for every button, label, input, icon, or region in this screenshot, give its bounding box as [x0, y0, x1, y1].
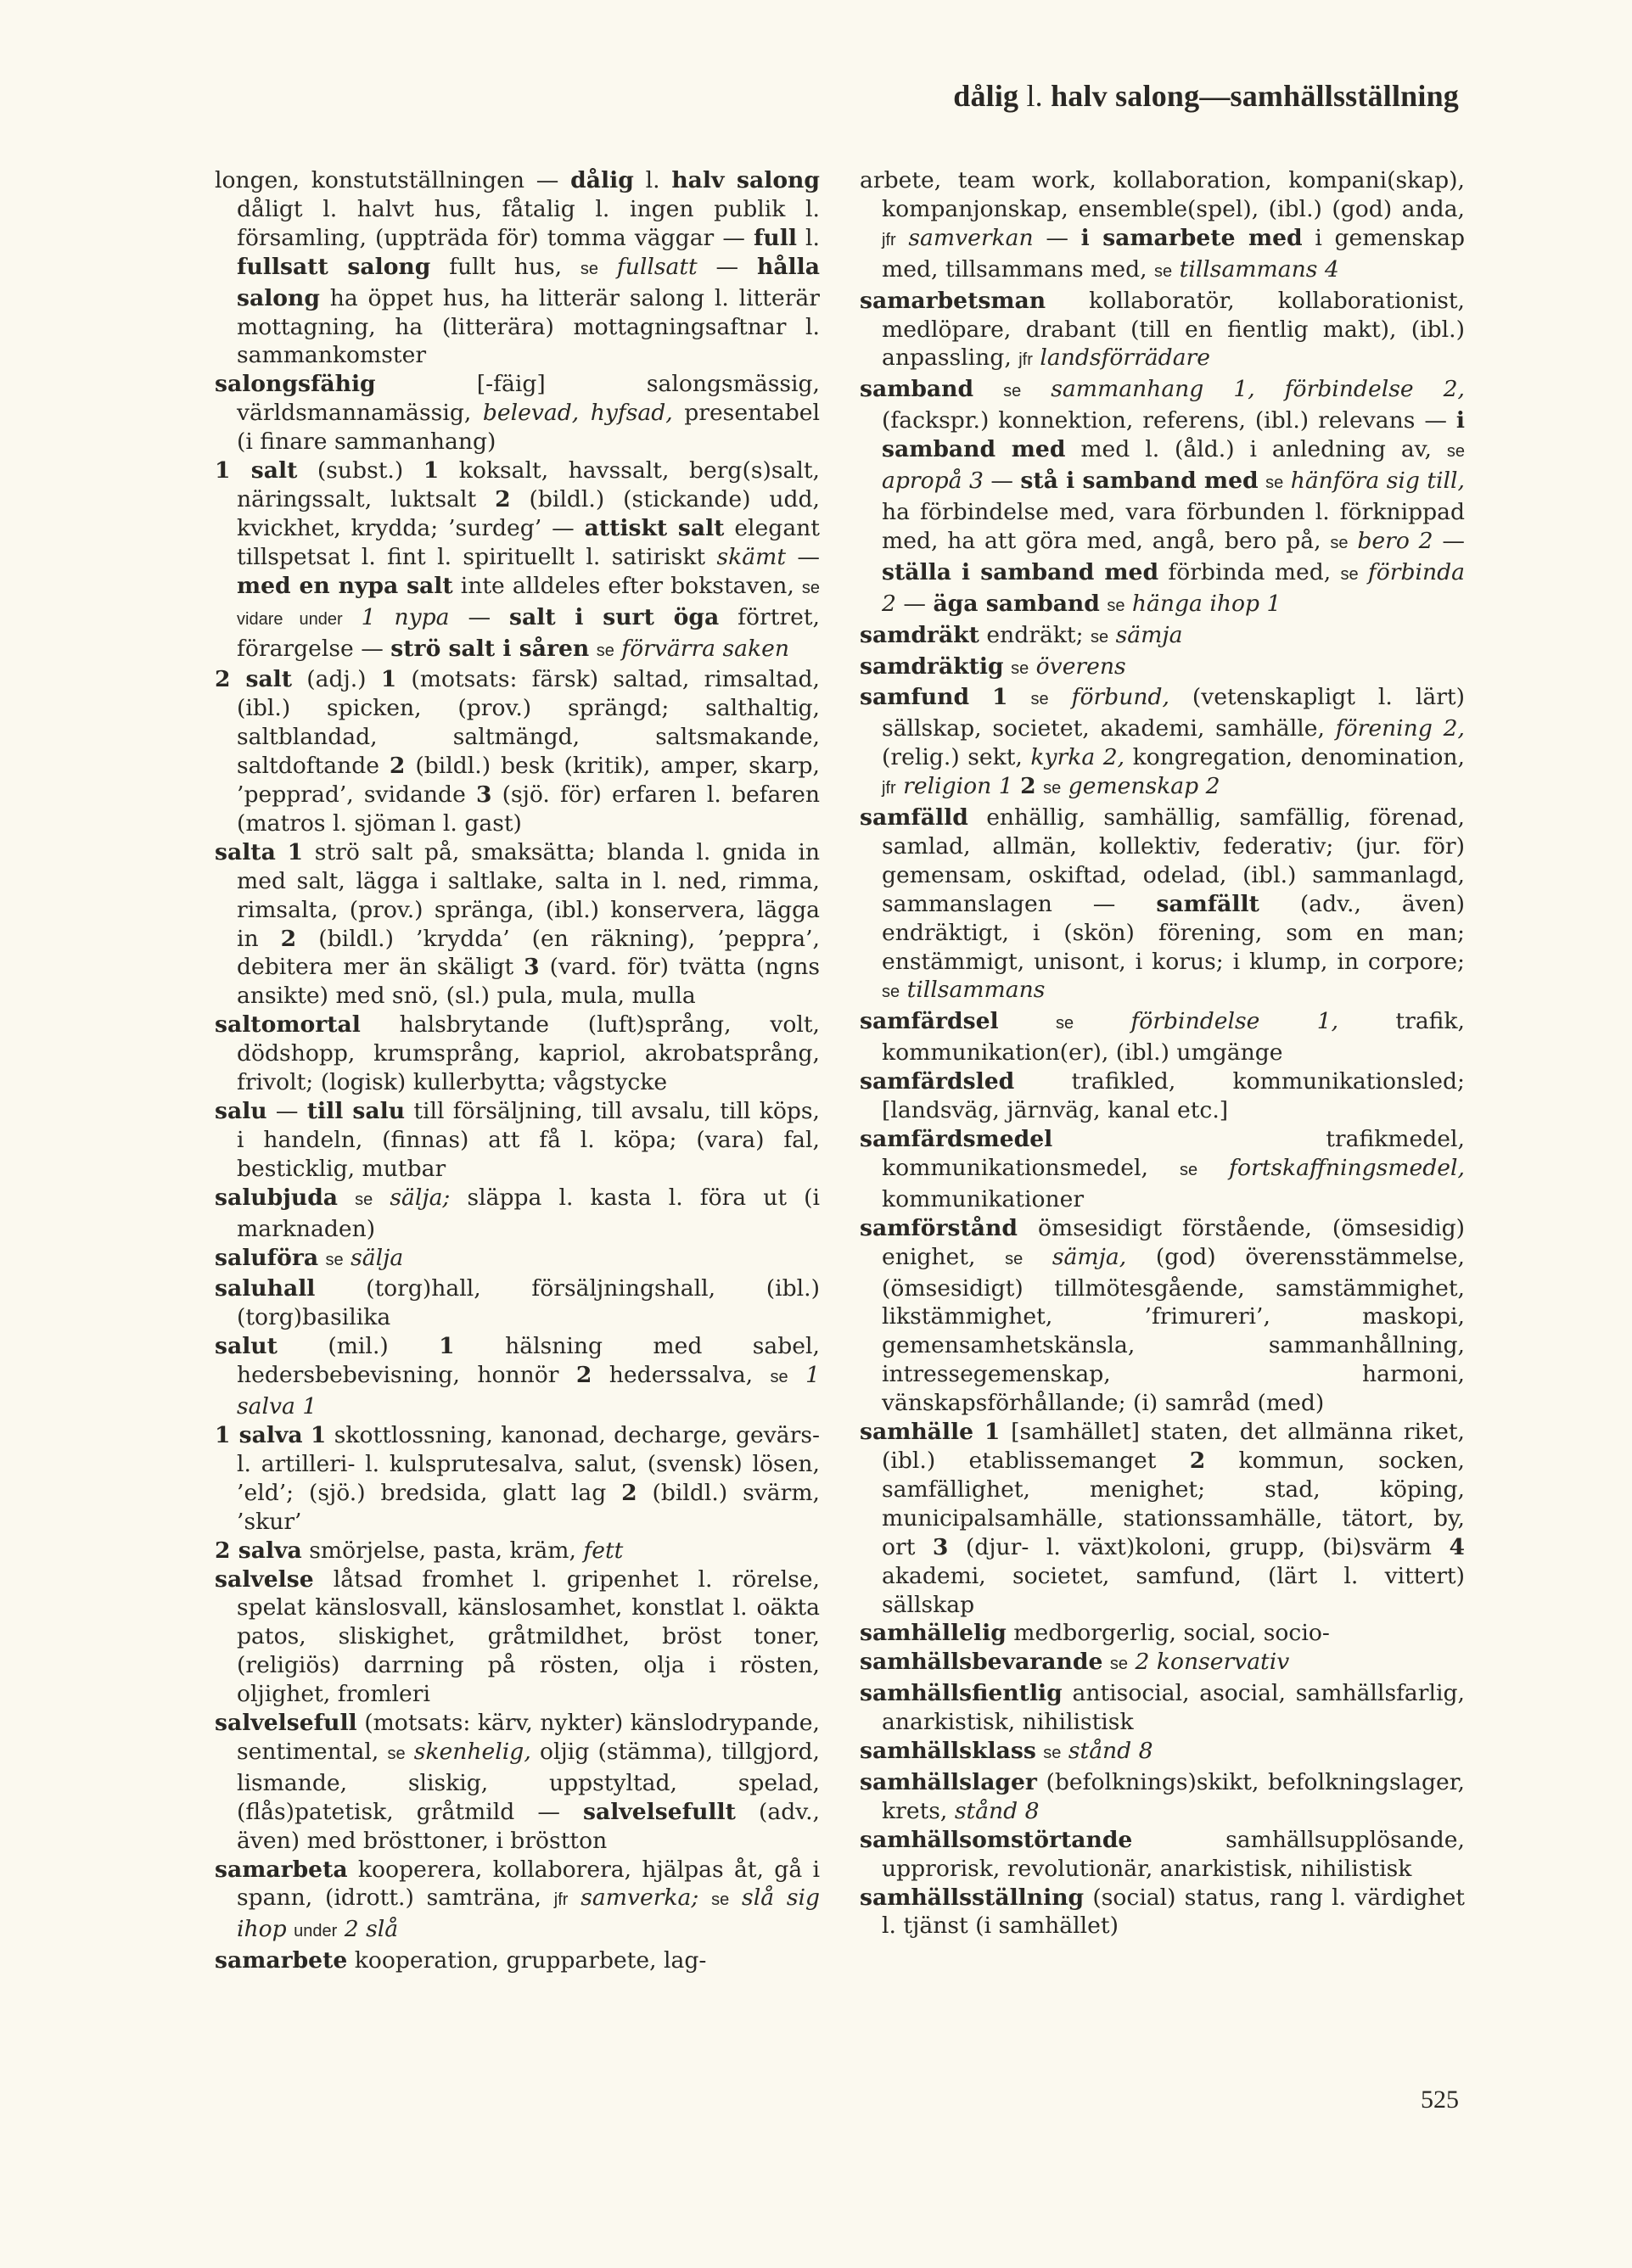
entry-text: förtret, förargelse —	[237, 603, 820, 662]
entry-reference-marker: se	[1340, 564, 1359, 584]
entry-cross-reference: stånd 8	[1068, 1738, 1153, 1765]
entry-reference-marker: jfr	[1018, 350, 1033, 370]
entry-headword: samarbeta	[215, 1856, 348, 1883]
entry-headword: samdräktig	[860, 652, 1004, 680]
entry-text	[1124, 591, 1131, 617]
entry-bold-term: 1	[439, 1333, 455, 1360]
entry-text: medborgerlig, social, socio-	[1006, 1620, 1330, 1647]
entry-bold-term: 3	[475, 781, 492, 809]
entry-text: —	[895, 590, 934, 617]
entry-headword: samfärdsel	[860, 1008, 999, 1035]
entry-headword: samfärdsled	[860, 1068, 1015, 1095]
entry-text: förbinda med,	[1158, 558, 1341, 585]
entry-headword: samarbetsman	[860, 287, 1046, 314]
entry-text: (social) status, rang l. värdighet l. tjänst (i samhället)	[882, 1884, 1465, 1940]
entry-bold-term: 3	[524, 954, 540, 981]
entry-bold-term: i samband med	[882, 407, 1465, 463]
dictionary-entry	[215, 838, 820, 1011]
entry-text: trafikmedel, kommunikationsmedel,	[882, 1126, 1465, 1181]
entry-text: kongregation, denomination,	[1124, 744, 1465, 771]
entry-headword: samförstånd	[860, 1214, 1018, 1241]
entry-text: strö salt på, smaksätta; blanda l. gnida in med salt, lägga i saltlake, salta in l. ned, rimma, rimsalta, (prov.) spränga, (ibl.) konservera, lägga in	[237, 838, 820, 952]
entry-text: (relig.) sekt,	[882, 744, 1031, 771]
entry-reference-marker: se	[1154, 261, 1173, 281]
entry-text	[344, 1245, 351, 1271]
entry-text	[973, 376, 1003, 402]
entry-bold-term: till salu	[306, 1098, 406, 1124]
entry-text	[1349, 528, 1358, 554]
entry-reference-marker: se	[1043, 1744, 1062, 1763]
entry-headword: salta	[215, 838, 276, 865]
entry-text: (bildl.) svärm, ’skur’	[237, 1479, 820, 1535]
entry-reference-marker: se	[1107, 596, 1125, 615]
entry-bold-term: äga samband	[933, 590, 1100, 617]
entry-text: (djur- l. växt)koloni, grupp, (bi)svärm	[948, 1533, 1450, 1560]
entry-text: (vard. för) tvätta (ngns ansikte) med snö, (sl.) pula, mula, mulla	[237, 954, 820, 1010]
entry-reference-marker: se	[711, 1890, 730, 1910]
entry-bold-term: 4	[1449, 1533, 1465, 1560]
dictionary-entry	[215, 1537, 820, 1565]
entry-cross-reference: landsförrädare	[1040, 344, 1210, 372]
entry-headword: samfälld	[860, 804, 968, 832]
entry-text: (bildl.) besk (kritik), amper, skarp, ’pepprad’, svidande	[237, 753, 820, 809]
entry-text: —	[449, 603, 510, 630]
entry-bold-term: salvelsefullt	[582, 1798, 736, 1825]
dictionary-entry	[215, 370, 820, 456]
entry-text	[1036, 773, 1043, 799]
entry-text: —	[1033, 224, 1081, 251]
entry-text	[1036, 1738, 1043, 1764]
entry-text	[1108, 622, 1115, 648]
entry-cross-reference: hänföra sig till,	[1290, 468, 1465, 495]
entry-cross-reference: tillsammans	[906, 977, 1046, 1004]
entry-text: arbete, team work, kollaboration, kompani(skap), kompanjonskap, ensemble(spel), (ibl.) (god) anda,	[860, 167, 1465, 222]
entry-text	[303, 1422, 311, 1448]
entry-text: (bildl.) (stickande) udd, kvickhet, krydda; ’surdeg’ —	[237, 485, 820, 541]
entry-cross-reference: förening 2,	[1335, 715, 1465, 742]
entry-reference-marker: se	[1011, 658, 1029, 678]
entry-text	[568, 1884, 580, 1911]
entry-bold-term: dålig	[570, 167, 634, 193]
entry-text: enhällig, samhällig, samfällig, förenad, samlad, allmän, kollektiv, federativ; (jur. för) gemensam, oskiftad, odelad, (ibl.) sammanlagd, sammanslagen —	[882, 804, 1465, 917]
entry-text	[276, 839, 288, 865]
entry-text	[1029, 653, 1035, 680]
page-number: 525	[1421, 2086, 1459, 2114]
entry-text	[318, 1245, 325, 1271]
entry-reference-marker: se	[580, 259, 599, 278]
entry-bold-term: 2	[389, 753, 406, 780]
entry-headword: salu	[215, 1098, 267, 1124]
dictionary-entry	[860, 1418, 1465, 1619]
entry-text	[896, 773, 903, 799]
entry-bold-term: 1	[287, 838, 304, 865]
entry-cross-reference: sälja	[351, 1244, 404, 1271]
entry-bold-term: 2	[1189, 1447, 1206, 1474]
entry-text: antisocial, asocial, samhällsfarlig, anarkistisk, nihilistisk	[882, 1680, 1465, 1736]
entry-text: (adv., även) med brösttoner, i bröstton	[237, 1798, 821, 1854]
entry-reference-marker: se	[882, 983, 900, 1002]
entry-text: (bildl.) ’krydda’ (en räkning), ’peppra’, debitera mer än skäligt	[237, 925, 821, 981]
entry-reference-marker: se	[770, 1368, 788, 1387]
entry-cross-reference: stånd 8	[954, 1797, 1040, 1824]
entry-text: smörjelse, pasta, kräm,	[301, 1537, 584, 1564]
entry-reference-marker: se	[1043, 779, 1062, 798]
entry-text: fullt hus,	[430, 253, 580, 280]
entry-text: —	[1433, 527, 1465, 554]
entry-text: kommun, socken, samfällighet, menighet; stad, köping, municipalsamhälle, stationssamhälle, tätort, by, ort	[882, 1447, 1465, 1560]
entry-cross-reference: 1 nypa	[361, 603, 450, 630]
entry-text: hederssalva,	[592, 1362, 771, 1389]
entry-reference-marker: se	[1179, 1160, 1198, 1179]
entry-cross-reference: förbindelse 1,	[1130, 1008, 1339, 1035]
entry-text	[729, 1884, 742, 1911]
entry-bold-term: samfällt	[1156, 890, 1259, 917]
entry-bold-term: 2	[495, 485, 511, 512]
entry-bold-term: 2	[1020, 773, 1036, 800]
entry-cross-reference: sämja	[1115, 621, 1183, 648]
entry-reference-marker: se	[1265, 473, 1284, 493]
entry-text: kollaboratör, kollaborationist, medlöpare, drabant (till en fientlig makt), (ibl.) anpassling,	[882, 287, 1465, 372]
entry-bold-term: 1	[423, 457, 440, 484]
entry-text: (fackspr.) konnektion, referens, (ibl.) relevans —	[882, 407, 1456, 434]
entry-text: l.	[796, 224, 820, 251]
entry-bold-term: 2	[280, 925, 297, 952]
dictionary-entry	[860, 1679, 1465, 1737]
entry-cross-reference: skämt	[716, 543, 787, 570]
entry-headword: samhällslager	[860, 1768, 1037, 1795]
entry-bold-term: attiskt salt	[584, 514, 725, 541]
entry-headword: samhällsklass	[860, 1738, 1036, 1765]
entry-headword: samfund	[860, 684, 970, 711]
entry-text	[973, 1419, 984, 1445]
dictionary-entry	[215, 1565, 820, 1710]
entry-headword: samarbete	[215, 1947, 348, 1974]
entry-reference-marker: se	[1091, 627, 1109, 647]
entry-text: endräkt;	[979, 621, 1091, 648]
dictionary-entry	[215, 1097, 820, 1184]
header-first-word: dålig	[953, 79, 1019, 113]
entry-text: låtsad fromhet l. gripenhet l. rörelse, spelat känslosvall, känslosamhet, konstlat l. oäkta patos, sliskighet, gråtmildhet, bröst toner, (religiös) darrning på rösten, olja i rösten, oljighet, fromleri	[237, 1565, 820, 1708]
entry-cross-reference: kyrka 2,	[1030, 744, 1125, 771]
entry-reference-marker: se	[1003, 382, 1022, 401]
entry-cross-reference: gemenskap 2	[1068, 773, 1220, 800]
entry-text: —	[983, 468, 1021, 495]
entry-text: koksalt, havssalt, berg(s)salt, näringssalt, luktsalt	[237, 457, 820, 512]
dictionary-entry	[860, 1737, 1465, 1768]
entry-text: —	[266, 1098, 307, 1124]
entry-text: (sjö. för) erfaren l. befaren (matros l. sjöman l. gast)	[237, 781, 820, 837]
entry-text	[406, 1739, 414, 1765]
entry-headword: saltomortal	[215, 1011, 361, 1039]
entry-text: (befolknings)skikt, befolkningslager, krets,	[882, 1768, 1465, 1824]
entry-text	[698, 1884, 711, 1911]
dictionary-entry	[215, 456, 820, 665]
entry-reference-marker: se	[325, 1250, 344, 1269]
entry-bold-term: 1	[380, 666, 397, 693]
entry-cross-reference: slå sig ihop	[237, 1884, 820, 1943]
entry-text	[1172, 256, 1179, 283]
entry-text: (vetenskapligt l. lärt) sällskap, societet, akademi, samhälle,	[882, 684, 1465, 742]
entry-bold-term: med en nypa salt	[237, 572, 453, 599]
entry-text	[788, 1362, 805, 1388]
entry-reference-marker: se	[387, 1744, 406, 1763]
entry-cross-reference: hänga ihop 1	[1131, 590, 1281, 617]
entry-text: (adj.)	[292, 666, 381, 693]
entry-reference-marker: se	[1330, 533, 1349, 552]
entry-text	[1259, 468, 1265, 494]
dictionary-entry	[860, 621, 1465, 652]
dictionary-entry	[860, 1884, 1465, 1941]
entry-bold-term: 2	[575, 1362, 592, 1389]
entry-bold-term: 1	[992, 684, 1008, 711]
entry-cross-reference: skenhelig,	[413, 1738, 531, 1765]
entry-text	[287, 1916, 294, 1942]
entry-text	[1283, 468, 1290, 494]
entry-headword: samhällsomstörtande	[860, 1826, 1133, 1853]
entry-text: till försäljning, till avsalu, till köps, i handeln, (finnas) att få l. köpa; (vara) fal, besticklig, mutbar	[237, 1098, 820, 1182]
entry-text: ha öppet hus, ha litterär salong l. litterär mottagning, ha (litterära) mottagningsaftnar l. sammankomster	[237, 284, 820, 369]
entry-text: (motsats: färsk) saltad, rimsaltad, (ibl.) spicken, (prov.) sprängd; salthaltig, saltblandad, saltmängd, saltsmakande, saltdoftande	[237, 666, 820, 780]
dictionary-entry	[860, 1007, 1465, 1067]
entry-text	[1061, 773, 1068, 799]
entry-bold-term: salt i surt öga	[509, 603, 720, 630]
dictionary-entry	[215, 1184, 820, 1244]
entry-text: trafikled, kommunikationsled; [landsväg, järnväg, kanal etc.]	[882, 1068, 1465, 1124]
entry-reference-marker: se	[1109, 1655, 1128, 1674]
entry-text	[1102, 1649, 1109, 1675]
entry-cross-reference: belevad, hyfsad,	[482, 400, 673, 427]
entry-text: longen, konstutställningen —	[215, 167, 571, 193]
entry-headword: salongsfähig	[215, 371, 376, 398]
entry-headword: samhällsställning	[860, 1884, 1085, 1911]
entry-headword: samhällelig	[860, 1620, 1007, 1647]
entry-text: —	[786, 543, 820, 570]
entry-text	[589, 636, 596, 662]
entry-cross-reference: sämja,	[1052, 1243, 1127, 1270]
header-range: halv salong—samhällsställning	[1051, 79, 1459, 113]
header-abbr: l.	[1026, 79, 1043, 113]
dictionary-entry	[215, 1332, 820, 1421]
dictionary-entry	[215, 1946, 820, 1975]
entry-text: (motsats: kärv, nykter) känslodrypande, sentimental,	[237, 1710, 820, 1765]
entry-text	[343, 604, 362, 630]
entry-reference-marker: se	[1446, 442, 1466, 462]
entry-cross-reference: fett	[583, 1537, 624, 1564]
dictionary-entry	[215, 166, 820, 370]
entry-bold-term: 3	[932, 1533, 949, 1560]
dictionary-entry	[860, 1214, 1465, 1418]
entry-text: med l. (åld.) i anledning av,	[1065, 436, 1447, 463]
entry-text: ömsesidigt förstående, (ömsesidig) enighet,	[882, 1214, 1465, 1270]
entry-cross-reference: fullsatt	[616, 253, 698, 280]
entry-text: [samhället] staten, det allmänna riket, (ibl.) etablissemanget	[882, 1419, 1465, 1474]
entry-bold-term: strö salt i såren	[390, 635, 590, 662]
entry-headword: samfärdsmedel	[860, 1126, 1053, 1152]
entry-cross-reference: 1 salva 1	[237, 1362, 821, 1420]
entry-text	[1008, 684, 1031, 710]
entry-text: ha förbindelse med, vara förbunden l. förknippad med, ha att göra med, angå, bero på,	[882, 498, 1465, 554]
entry-cross-reference: 2 slå	[344, 1916, 399, 1943]
entry-text: trafik, kommunikation(er), (ibl.) umgänge	[882, 1008, 1465, 1067]
entry-text: kooperera, kollaborera, hjälpas åt, gå i spann, (idrott.) samträna,	[237, 1856, 820, 1912]
entry-bold-term: hålla salong	[237, 253, 820, 311]
entry-text: (torg)hall, försäljningshall, (ibl.) (torg)basilika	[237, 1275, 820, 1331]
entry-text	[1021, 376, 1051, 402]
entry-headword: 1 salt	[215, 457, 298, 484]
entry-cross-reference: förbund,	[1071, 684, 1169, 711]
entry-text	[896, 225, 909, 251]
entry-reference-marker: se	[596, 641, 614, 660]
entry-text: l.	[633, 167, 672, 193]
entry-text	[1004, 653, 1011, 680]
entry-cross-reference: samverka;	[580, 1884, 699, 1912]
dictionary-entry	[215, 665, 820, 837]
entry-cross-reference: 2 konservativ	[1135, 1649, 1290, 1676]
entry-text	[999, 1008, 1056, 1034]
entry-text: inte alldeles efter bokstaven,	[452, 572, 802, 599]
dictionary-entry	[860, 287, 1465, 376]
dictionary-entry	[215, 1244, 820, 1275]
entry-text: presentabel (i finare sammanhang)	[237, 400, 820, 456]
entry-headword: salvelsefull	[215, 1710, 357, 1737]
entry-text	[1197, 1155, 1229, 1181]
entry-bold-term: i samarbete med	[1080, 224, 1303, 251]
dictionary-entry	[215, 1709, 820, 1856]
dictionary-entry	[215, 1856, 820, 1947]
dictionary-entry	[860, 1067, 1465, 1125]
entry-text: [-fäig] salongsmässig, världsmannamässig,	[237, 371, 820, 427]
entry-reference-marker: jfr	[882, 779, 896, 798]
entry-text: kooperation, grupparbete, lag-	[347, 1947, 707, 1974]
entry-cross-reference: fortskaffningsmedel,	[1229, 1154, 1465, 1181]
entry-text: (god) överensstämmelse, (ömsesidigt) tillmötesgående, samstämmighet, likstämmighet, ’frimureri’, maskopi, gemensamhetskänsla, sammanhållning, intressegemenskap, harmoni, vänskapsförhållande; (i) samråd (med)	[882, 1243, 1465, 1417]
dictionary-entry	[860, 652, 1465, 684]
entry-headword: 2 salt	[215, 666, 293, 693]
entry-text	[1074, 1008, 1130, 1034]
entry-cross-reference: överens	[1035, 652, 1126, 680]
entry-bold-term: 1	[310, 1421, 327, 1448]
dictionary-entry	[860, 1125, 1465, 1214]
dictionary-entry	[215, 1011, 820, 1097]
entry-text: (adv., även) endräktigt, i (skön) förening, som en man; enstämmigt, unisont, i korus; i klump, in corpore;	[882, 890, 1465, 975]
entry-bold-term: 1	[984, 1419, 1001, 1446]
entry-text: oljig (stämma), tillgjord, lismande, sliskig, uppstyltad, spelad, (flås)patetisk, gråtmild —	[237, 1738, 820, 1825]
entry-text: skottlossning, kanonad, decharge, gevärs- l. artilleri- l. kulsprutesalva, salut, (svensk) lösen, ’eld’; (sjö.) bredsida, glatt lag	[237, 1421, 820, 1506]
entry-text: hälsning med sabel, hedersbebevisning, honnör	[237, 1333, 821, 1389]
dictionary-entry	[860, 1648, 1465, 1679]
dictionary-entry	[860, 804, 1465, 1007]
entry-bold-term: full	[753, 224, 797, 251]
entry-reference-marker: se	[1005, 1249, 1024, 1268]
entry-headword: saluhall	[215, 1275, 316, 1302]
entry-reference-marker: se	[355, 1190, 373, 1209]
entry-cross-reference: tillsammans 4	[1179, 255, 1339, 283]
entry-reference-marker: jfr	[553, 1890, 569, 1910]
dictionary-entry	[860, 1826, 1465, 1884]
entry-text: i gemenskap med, tillsammans med,	[882, 224, 1465, 283]
entry-text: släppa l. kasta l. föra ut (i marknaden)	[237, 1184, 820, 1242]
entry-cross-reference: förbinda 2	[882, 558, 1465, 617]
dictionary-entry	[215, 1274, 820, 1332]
entry-headword: 1 salva	[215, 1421, 303, 1448]
entry-text: (subst.)	[297, 457, 423, 484]
entry-headword: samhällsfientlig	[860, 1680, 1063, 1707]
entry-text: (mil.)	[277, 1333, 440, 1360]
entry-text: samhällsupplösande, upprorisk, revolutionär, anarkistisk, nihilistisk	[882, 1826, 1465, 1882]
dictionary-entry	[860, 1768, 1465, 1826]
dictionary-entry	[860, 166, 1465, 287]
entry-text: akademi, societet, samfund, (lärt l. vittert) sällskap	[882, 1562, 1465, 1618]
entry-text: elegant tillspetsat l. fint l. spirituellt l. satiriskt	[237, 514, 820, 570]
entry-cross-reference: religion 1	[903, 773, 1013, 800]
entry-headword: samdräkt	[860, 621, 979, 648]
entry-cross-reference: samverkan	[908, 224, 1034, 251]
entry-text: dåligt l. halvt hus, fåtalig l. ingen publik l. församling, (uppträda för) tomma väggar —	[237, 195, 820, 251]
right-column	[860, 166, 1465, 1940]
entry-text	[969, 684, 992, 710]
entry-headword: salubjuda	[215, 1184, 339, 1211]
entry-cross-reference: sälja;	[390, 1184, 451, 1211]
entry-bold-term: fullsatt salong	[237, 253, 431, 280]
entry-text	[338, 1184, 355, 1211]
running-header	[953, 78, 1459, 114]
entry-text	[598, 254, 617, 280]
entry-text	[1013, 773, 1020, 799]
entry-text: halsbrytande (luft)språng, volt, dödshopp, krumsprång, kapriol, akrobatsprång, frivolt; (logisk) kullerbytta; vågstycke	[237, 1011, 820, 1096]
entry-headword: 2 salva	[215, 1537, 302, 1564]
entry-cross-reference: förvärra saken	[621, 635, 789, 662]
entry-headword: salut	[215, 1333, 278, 1360]
entry-text	[373, 1184, 390, 1211]
entry-bold-term: 2	[621, 1479, 637, 1506]
entry-cross-reference: apropå 3	[882, 468, 984, 495]
entry-reference-marker: se	[1055, 1014, 1074, 1033]
entry-bold-term: ställa i samband med	[882, 558, 1159, 585]
entry-headword: samband	[860, 376, 974, 403]
dictionary-entry	[860, 1619, 1465, 1648]
entry-text	[337, 1916, 344, 1942]
entry-reference-marker: under	[294, 1922, 338, 1941]
entry-text	[900, 977, 906, 1003]
entry-headword: samhällsbevarande	[860, 1649, 1103, 1676]
entry-bold-term: halv salong	[671, 167, 820, 193]
dictionary-entry	[860, 375, 1465, 620]
entry-text	[1061, 1738, 1068, 1764]
entry-reference-marker: se vidare under	[237, 578, 820, 629]
entry-bold-term: stå i samband med	[1020, 468, 1259, 495]
entry-text	[1023, 1244, 1052, 1270]
left-column	[215, 166, 820, 1975]
dictionary-entry	[860, 683, 1465, 804]
entry-cross-reference: bero 2	[1357, 527, 1433, 554]
entry-reference-marker: jfr	[882, 230, 896, 249]
entry-cross-reference: sammanhang 1, förbindelse 2,	[1051, 376, 1465, 403]
dictionary-entry	[215, 1421, 820, 1537]
entry-headword: saluföra	[215, 1244, 319, 1271]
entry-text: —	[697, 253, 757, 280]
entry-headword: samhälle	[860, 1419, 974, 1446]
entry-text	[1359, 559, 1368, 585]
entry-headword: salvelse	[215, 1565, 314, 1593]
entry-text	[1049, 684, 1072, 710]
entry-reference-marker: se	[1030, 690, 1049, 709]
entry-text: kommunikationer	[882, 1185, 1085, 1212]
